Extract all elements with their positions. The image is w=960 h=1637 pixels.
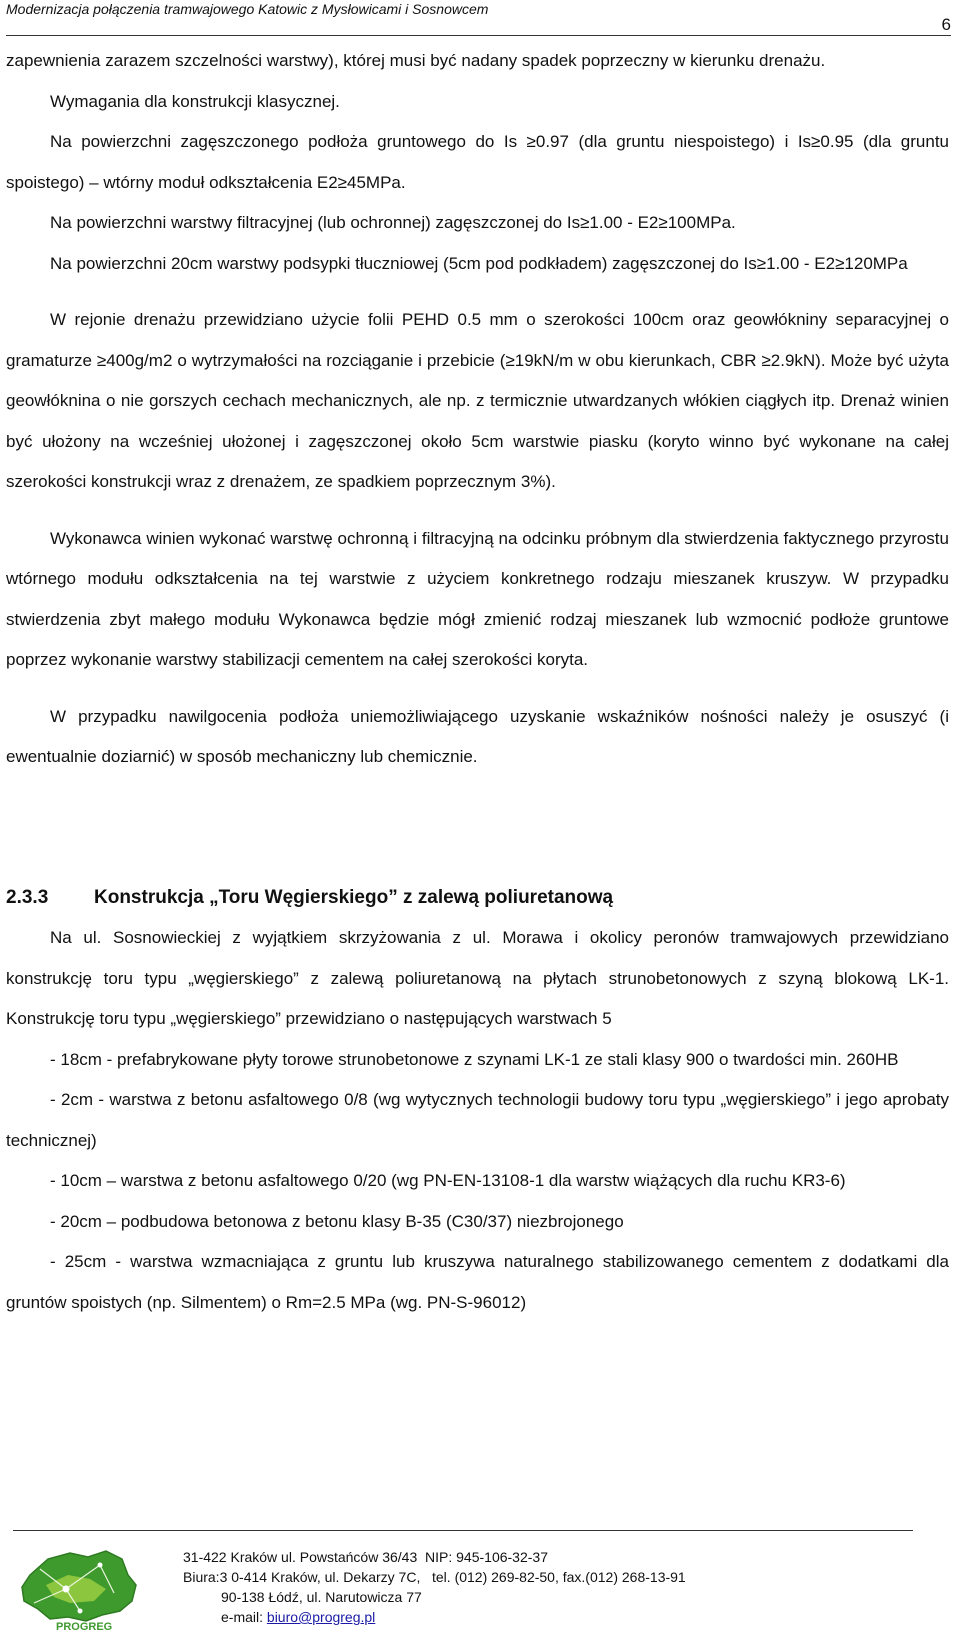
footer-contact [183, 1547, 686, 1627]
list-item: - 20cm – podbudowa betonowa z betonu klasy B-35 (C30/37) niezbrojonego [50, 1211, 624, 1231]
poland-map-icon [10, 1545, 162, 1632]
paragraph-drainage-foil: W rejonie drenażu przewidziano użycie folii PEHD 0.5 mm o szerokości 100cm oraz geowłókniny separacyjnej o gramaturze ≥400g/m2 o wytrzymałości na rozciąganie i przebicie (≥19kN/m w obu kierunkach, CBR ≥2.9kN). Może być użyta geowłóknina o nie gorszych cechach mechanicznych, ale np. z termicznie utwardzanych włókien ciągłych itp. Drenaż winien być ułożony na wcześniej ułożonej i zagęszczonej około 5cm warstwie piasku (koryto winno być wykonane na całej szerokości konstrukcji wraz z drenażem, ze spadkiem poprzecznym 3%). [6, 310, 949, 491]
page-header [6, 0, 951, 38]
list-item: - 2cm - warstwa z betonu asfaltowego 0/8 (wg wytycznych technologii budowy toru typu „węgierskiego” i jego aprobaty technicznej) [6, 1090, 949, 1150]
progreg-logo [10, 1545, 162, 1632]
section-heading [6, 887, 613, 909]
list-item: - 25cm - warstwa wzmacniająca z gruntu lub kruszywa naturalnego stabilizowanego cementem z dodatkami dla gruntów spoistych (np. Silmentem) o Rm=2.5 MPa (wg. PN-S-96012) [6, 1252, 949, 1312]
email-link[interactable]: biuro@progreg.pl [266, 1609, 376, 1625]
paragraph-subgrade: Na powierzchni zagęszczonego podłoża gruntowego do Is ≥0.97 (dla gruntu niespoistego) i Is≥0.95 (dla gruntu spoistego) – wtórny moduł odkształcenia E2≥45MPa. [6, 132, 949, 192]
footer-address-line: 31-422 Kraków ul. Powstańców 36/43 NIP: 945-106-32-37 [183, 1549, 548, 1565]
paragraph-classic-requirements: Wymagania dla konstrukcji klasycznej. [50, 91, 340, 111]
footer-lodz-line: 90-138 Łódź, ul. Narutowicza 77 [221, 1589, 422, 1605]
header-divider [6, 35, 951, 36]
section-number: 2.3.3 [6, 887, 49, 908]
list-item: - 18cm - prefabrykowane płyty torowe strunobetonowe z szynami LK-1 ze stali klasy 900 o twardości min. 260HB [50, 1049, 899, 1069]
paragraph-filter-layer: Na powierzchni warstwy filtracyjnej (lub ochronnej) zagęszczonej do Is≥1.00 - E2≥100MPa. [50, 213, 736, 232]
header-title: Modernizacja połączenia tramwajowego Katowic z Mysłowicami i Sosnowcem [6, 1, 489, 17]
footer-divider [13, 1530, 913, 1531]
footer-email-line [183, 1607, 686, 1627]
paragraph-hungarian-track-intro: Na ul. Sosnowieckiej z wyjątkiem skrzyżowania z ul. Morawa i okolicy peronów tramwajowych przewidziano konstrukcję toru typu „węgierskiego” z zalewą poliuretanową na płytach strunobetonowych z szyną blokową LK-1. Konstrukcję toru typu „węgierskiego” przewidziano o następujących warstwach 5 [6, 928, 949, 1028]
page-number: 6 [941, 15, 951, 34]
section-title: Konstrukcja „Toru Węgierskiego” z zalewą poliuretanową [94, 887, 614, 908]
list-item: - 10cm – warstwa z betonu asfaltowego 0/20 (wg PN-EN-13108-1 dla warstw wiążących dla ruchu KR3-6) [50, 1171, 846, 1190]
paragraph-ballast-layer: Na powierzchni 20cm warstwy podsypki tłuczniowej (5cm pod podkładem) zagęszczonej do Is≥1.00 - E2≥120MPa [50, 253, 908, 273]
paragraph-moisture: W przypadku nawilgocenia podłoża uniemożliwiającego uzyskanie wskaźników nośności należy je osuszyć (i ewentualnie doziarnić) w sposób mechaniczny lub chemicznie. [6, 706, 949, 766]
section-body [6, 918, 949, 1323]
document-body [6, 41, 949, 778]
paragraph-drainage-continuation: zapewnienia zarazem szczelności warstwy), której musi być nadany spadek poprzeczny w kierunku drenażu. [6, 51, 826, 70]
paragraph-contractor-trial: Wykonawca winien wykonać warstwę ochronną i filtracyjną na odcinku próbnym dla stwierdzenia faktycznego przyrostu wtórnego modułu odkształcenia na tej warstwie z użyciem konkretnego rodzaju mieszanek kruszyw. W przypadku stwierdzenia zbyt małego modułu Wykonawca będzie mógł zmienić rodzaj mieszanek lub wzmocnić podłoże gruntowe poprzez wykonanie warstwy stabilizacji cementem na całej szerokości koryta. [6, 528, 949, 669]
email-label: e-mail: [221, 1609, 267, 1625]
footer-offices-line: Biura:3 0-414 Kraków, ul. Dekarzy 7C, tel. (012) 269-82-50, fax.(012) 268-13-91 [183, 1569, 686, 1585]
logo-wordmark: PROGREG [56, 1621, 113, 1632]
